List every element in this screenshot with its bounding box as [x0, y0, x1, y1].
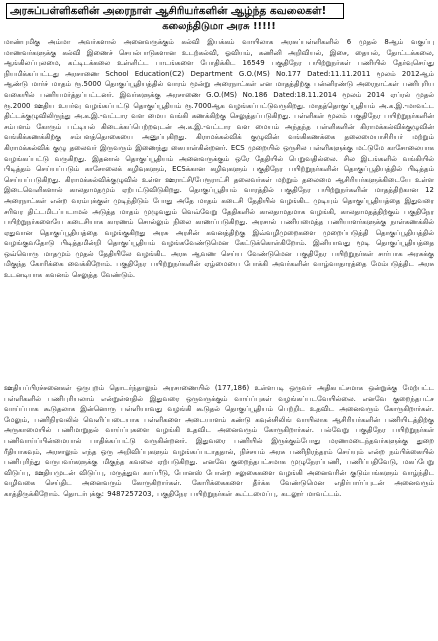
headline: அரசுப்பள்ளிகளின் அரைநாள் ஆசிரியர்களின் ஆழ்ந்த கவலைகள்!: [10, 5, 327, 17]
article-paragraph-2: ஊதியப்பிரச்சனைகள் ஒருபுறம் தொடர்ந்தாலும் அரசாணையில் (177,186) உள்ளபடி ஒருவர் அதிகபட்சமாக ஒன்றுக்கு மேற்பட்ட பள்ளிகளில் பணிபுரியலாம் என்றுள்ளதில் இதுவரை ஒருவருக்கும் வாய்ப்புகள் வழங்கப்படவேயில்லை. எனவே குறைந்தபட்ச வாய்ப்பாக கூடுதலாக இன்னொரு பள்ளியாவது வழங்கி கூடுதல் தொகுப்பூதியம் பெற்றிட உதவிட அனைவரும் கோருகிறார்கள். மேலும், பணிநிரவலில் வெளிப்படையாக பள்ளிகளை அடையாளம் கண்டு கவுன்சிலிங் வாயிலாக ஆசிரியர்களின் பணியிடத்திற்கு அருகாமையில் பணிமாறுதல் வாய்ப்புகளை வழங்கி உதவிட அனைவரும் கோருகிறார்கள். பல்வேறு பகுதிநேர பயிற்றுநர்கள் பணிவாய்ப்பின்மையால் பாதிக்கப்பட்டு வருகின்றனர். இதுவரை பணியில் இருக்கும்போது மரணமடைந்தவர்களுக்கு துறை ரீதியாகவும், அரசாலும் எந்த ஒரு அறிவிப்புகளும் வழங்கப்படாததால், நிச்சயம் அரசு பணிநிரந்தரம் செய்யும் என்ற நம்பிக்கையில் பணிபுரிந்து வருபவர்களுக்கு மிகுந்த கவலை ஏற்படுகிறது. எனவே குறைந்தபட்சமாக முழுநேரப்பணி, பணிப்பதிவேடு, மகப்பேறு விடுப்பு, ஊதியமுடன் விடுப்பு, மருத்துவ காப்பீடு, போனஸ் போன்ற சலுகைகளை வழங்கி அனைவரின் குடும்பங்களும் வாழ்ந்திட வழிவகை செய்திட அனைவரும் கோருகிறார்கள். கோரிக்கைகளை தீர்க்க வேண்டுமென எதிர்பார்ப்புடன் அனைவரும் காத்திருக்கிறோம். தொடர்புக்கு: 9487257203, பகுதிநேர பயிற்றுநர்கள் கூட்டமைப்பு, கடலூர் மாவட்டம்.: [4, 384, 434, 498]
headline-box: [6, 3, 344, 19]
sub-headline: கலைந்திடுமா அரசு !!!!!: [162, 21, 276, 32]
article-paragraph-1: மாண்புமிகு அம்மா அவர்களால் அனைவருக்கும் கல்வி இயக்கம் வாயிலாக அரசுப்பள்ளிகளில் 6 முதல் 8ஆம் வகுப்பு மாணவர்களுக்கு கல்வி இணைச் செயல்பாடுகளான உடற்கல்வி, ஓவியம், கணினி அறிவியல், இசை, தையல், தோட்டக்கலை, ஆங்கிலப்புலமை, கட்டிடக்கலை உள்ளிட்ட பாடங்களை போதிக்கிட 16549 பகுதிநேர பயிற்றுநர்கள் பணியில் தேர்வுசெய்து நியமிக்கப்பட்டது அரசாணை School Education(C2) Department G.O.(MS) No.177 Dated:11.11.2011 மூலம் 2012ஆம் ஆண்டு மார்ச் மாதம் ரூ.5000 தொகுப்பூதியத்தில் வாரம் மூன்று அரைநாட்கள் என மாதத்திற்கு பன்னிரண்டு அரைநாட்கள் பணிபுரிய வகையில் பணியமர்த்தப்பட்டனர். இவர்களுக்கு அரசாணை G.O.(MS) No.186 Dated:18.11.2014 மூலம் 2014 ஏப்ரல் முதல் ரூ.2000 ஊதிய உயர்வு வழங்கப்பட்டு தொகுப்பூதியம் ரூ.7000ஆக வழங்கப்பட்டுவருகிறது. மாதத்தொகுப்பூதியம் அ.க.இ.-மாவட்ட திட்டக்குழுவிலிருந்து அ.க.இ.-வட்டார வள மைய வங்கி கணக்கிற்கு செலுத்தப்படுகிறது. பள்ளிகள் மூலம் பகுதிநேர பயிற்றுநர்களின் சம்பளம் கோரும் பட்டியல் கிடைக்கப்பெற்றவுடன் அ.க.இ.-வட்டார வள மையம் அந்தந்த பள்ளிகளின் கிராமக்கல்விக்குழுவின் வங்கிக்கணக்கிற்கு சம்பளத்தொகையை அனுப்புகிறது. கிராமக்கல்விக் குழுவின் வங்கிகணக்கை தலைமையாசிரியர் மற்றும் கிராமக்கல்விக் குழு தலைவர் இருவரும் இணைந்து கையாள்கின்றனர். ECS முறையில் ஒருசில பள்ளிகளுக்கு மட்டுமே காசோலையாக வழங்கப்பட்டு வருகிறது. இதனால் தொகுப்பூதியம் அனைவருக்கும் ஒரே தேதியில் பெறுவதில்லை. சில இடங்களில் வங்கியில் பிடித்தம் செய்யப்படும் காசோலைக் கழிவுகளும், ECSக்கான கழிவுகளும் பகுதிநேர பயிற்றுநர்களின் தொகுப்பூதியத்தில் பிடித்தம் செய்யப்படுகிறது. கிராமக்கல்விக்குழுவில் உள்ள ஊராட்சி/பேரூராட்சி தலைவர்கள் மற்றும் தலைமை ஆசிரியர்களுக்கிடையே உள்ள இடைவெளிகளால் காலதாமதமும் ஏற்பட்டுவிடுகிறது. தொகுப்பூதியம் வாரத்தில் பகுதிநேர பயிற்றுநர்களின் மாதத்திற்கான 12 அரைநாட்கள் என்ற வரம்புக்குள் முடிந்திடும் போது அதே மாதம் கடைசி தேதியில் வழங்கிட முடியும் தொகுப்பூதியத்தை இதுவரை சரிவர திட்டமிடப்படாமல் அடுத்த மாதம் முழுவதும் வெவ்வேறு தேதிகளில் காலதாமதமாக வழங்கி, காலதாமதத்திற்கும் பகுதிநேர பயிற்றுநர்களையே கடைசியாக காரணம் சொல்லும் நிலை காணப்படுகிறது. அரசால் பணியமைத்த பணியாளர்களுக்கு நாள்கணக்கில் ஏதுவான தொகுப்பூதியத்தை வழங்குகிறது அரசு அரசின் கவனத்திற்கு இவ்வழிமுறைகளை முறைப்படுத்தி தொகுப்பூதியத்தில் வழங்குவதோடு பிடித்தமின்றி தொகுப்பூதியம் வழங்கவேண்டுமென கேட்டுக்கொள்கிறோம். இனியாவது மூடி தொகுப்பூதியத்தை ஒவ்வொரு மாதமும் முதல் தேதியிலே வழங்கிட அரசு ஆவண செய்ய வேண்டுமென பகுதிநேர பயிற்றுநர்கள் சார்பாக அரசுக்கு மிகுந்த கோரிக்கை வைக்கிறோம். பகுதிநேர பயிற்றுநர்களின் ஏழ்மையை போக்கி அவர்களின் வாழ்வாதாரத்தை மேம்படுத்திட அரசு உடனடியாக கவனம் செலுத்த வேண்டும்.: [4, 38, 434, 280]
